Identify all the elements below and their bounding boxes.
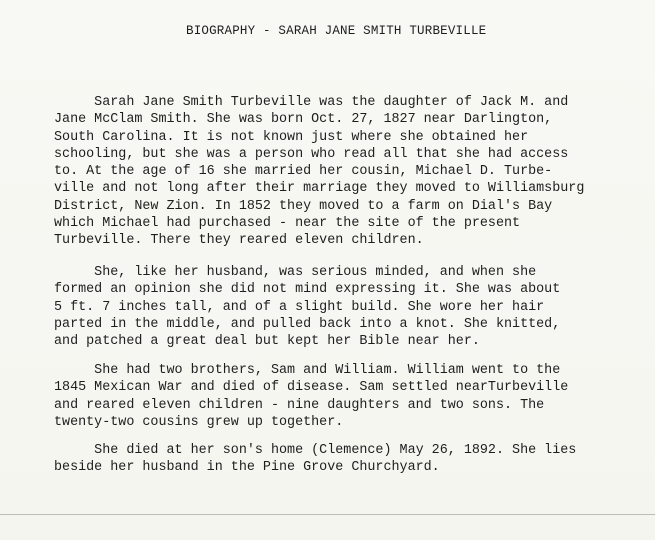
paragraph-line: District, New Zion. In 1852 they moved to a farm on Dial's Bay xyxy=(54,198,553,214)
paragraph-line: She died at her son's home (Clemence) May 26, 1892. She lies xyxy=(54,443,577,458)
paragraph-line: schooling, but she was a person who read all that she had access xyxy=(54,146,569,162)
bottom-divider xyxy=(0,514,655,515)
paragraph-death xyxy=(54,442,634,477)
paragraph-brothers xyxy=(54,362,634,431)
paragraph-line: Jane McClam Smith. She was born Oct. 27, 1827 near Darlington, xyxy=(54,112,553,128)
paragraph-line: formed an opinion she did not mind expressing it. She was about xyxy=(54,282,561,298)
paragraph-line: and reared eleven children - nine daughters and two sons. The xyxy=(54,397,545,413)
paragraph-line: ville and not long after their marriage they moved to Williamsburg xyxy=(54,181,585,197)
paragraph-line: She, like her husband, was serious minded, and when she xyxy=(54,265,537,280)
paragraph-early-life xyxy=(54,94,634,250)
paragraph-line: beside her husband in the Pine Grove Churchyard. xyxy=(54,460,440,476)
paragraph-line: which Michael had purchased - near the site of the present xyxy=(54,216,521,232)
paragraph-line: to. At the age of 16 she married her cousin, Michael D. Turbe- xyxy=(54,164,553,180)
paragraph-line: and patched a great deal but kept her Bible near her. xyxy=(54,334,480,350)
paragraph-character xyxy=(54,264,634,350)
paragraph-line: Sarah Jane Smith Turbeville was the daughter of Jack M. and xyxy=(54,95,569,110)
paragraph-line: Turbeville. There they reared eleven children. xyxy=(54,233,424,249)
document-title: BIOGRAPHY - SARAH JANE SMITH TURBEVILLE xyxy=(186,24,487,38)
paragraph-line: She had two brothers, Sam and William. William went to the xyxy=(54,363,561,378)
paragraph-line: twenty-two cousins grew up together. xyxy=(54,414,344,430)
paragraph-line: 5 ft. 7 inches tall, and of a slight build. She wore her hair xyxy=(54,299,545,315)
paragraph-line: South Carolina. It is not known just where she obtained her xyxy=(54,129,529,145)
paragraph-line: parted in the middle, and pulled back into a knot. She knitted, xyxy=(54,316,561,332)
paragraph-line: 1845 Mexican War and died of disease. Sam settled nearTurbeville xyxy=(54,380,569,396)
